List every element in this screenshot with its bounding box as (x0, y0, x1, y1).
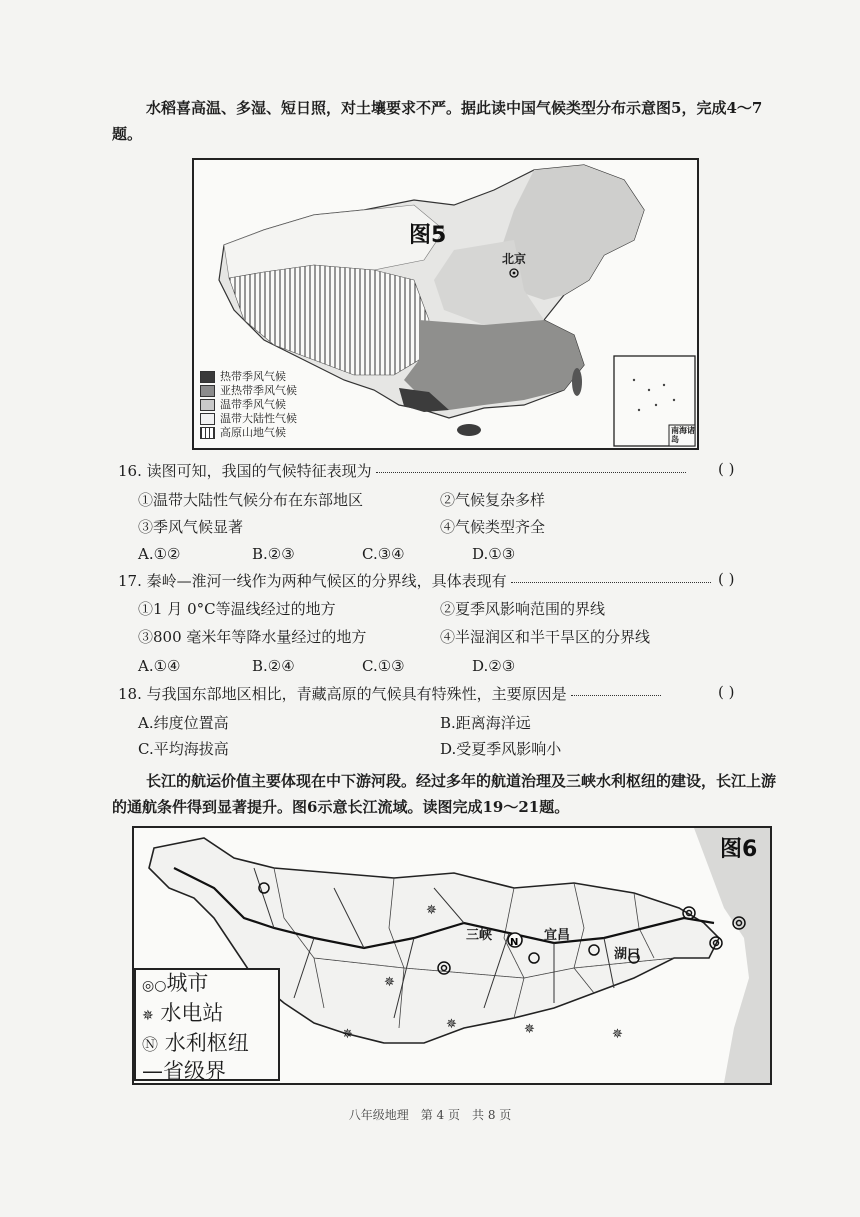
dotted-leader (376, 472, 686, 473)
question-16-option-1: ①温带大陆性气候分布在东部地区 (138, 491, 364, 509)
figure-6-title: 图6 (720, 837, 758, 862)
legend-item-hydropower (142, 1000, 278, 1030)
svg-text:✵: ✵ (384, 975, 395, 990)
legend-label: 热带季风气候 (220, 370, 286, 383)
question-17-answer-blank: ( ) (718, 570, 735, 588)
question-16-choice-a: A.①② (138, 545, 181, 563)
question-18-answer-blank: ( ) (718, 683, 735, 701)
question-18-choice-d: D.受夏季风影响小 (440, 740, 562, 758)
question-16-choice-c: C.③④ (362, 545, 405, 563)
intro-paragraph-1 (112, 95, 772, 147)
svg-text:✵: ✵ (524, 1022, 535, 1037)
dotted-leader (511, 582, 711, 583)
question-17-option-2: ②夏季风影响范围的界线 (440, 600, 606, 618)
question-17-stem (118, 570, 778, 592)
svg-text:N: N (510, 937, 519, 948)
hukou-label: 湖口 (614, 947, 641, 962)
figure-6-yangtze-basin-map (132, 826, 772, 1085)
legend-item-subtropical-monsoon (200, 384, 297, 398)
legend-item-tropical-monsoon (200, 370, 297, 384)
yichang-label: 宜昌 (544, 928, 571, 943)
legend-item-plateau-mountain (200, 426, 297, 440)
legend-label: 水电站 (160, 1001, 224, 1025)
south-sea-islands-label: 南海诸岛 (671, 426, 695, 444)
question-17-option-1: ①1 月 0°C等温线经过的地方 (138, 600, 336, 618)
sanxia-label: 三峡 (466, 928, 493, 943)
question-16-answer-blank: ( ) (718, 460, 735, 478)
question-18-choice-a: A.纬度位置高 (138, 714, 229, 732)
question-17-option-3: ③800 毫米年等降水量经过的地方 (138, 628, 367, 646)
figure-5-title: 图5 (409, 223, 447, 248)
question-18-text: 18. 与我国东部地区相比，青藏高原的气候具有特殊性，主要原因是 (118, 685, 567, 703)
legend-item-temperate-monsoon (200, 398, 297, 412)
legend-item-water-hub (142, 1030, 278, 1058)
svg-text:✵: ✵ (446, 1017, 457, 1032)
intro-paragraph-2 (112, 768, 777, 820)
swatch-icon (200, 427, 215, 439)
figure-6-legend (134, 968, 280, 1081)
svg-text:✵: ✵ (426, 903, 437, 918)
question-16-option-2: ②气候复杂多样 (440, 491, 546, 509)
legend-item-city (142, 970, 278, 1000)
question-17-choice-b: B.②④ (252, 657, 295, 675)
page-footer: 八年级地理 第 4 页 共 8 页 (348, 1108, 512, 1122)
swatch-icon (200, 385, 215, 397)
legend-label: 高原山地气候 (220, 426, 286, 439)
legend-label: 温带大陆性气候 (220, 412, 297, 425)
beijing-label: 北京 (502, 252, 527, 266)
question-17-text: 17. 秦岭—淮河一线作为两种气候区的分界线，具体表现有 (118, 572, 507, 590)
question-16-text: 16. 读图可知，我国的气候特征表现为 (118, 462, 372, 480)
question-17-option-4: ④半湿润区和半干旱区的分界线 (440, 628, 651, 646)
question-16-option-4: ④气候类型齐全 (440, 518, 546, 536)
legend-label: 亚热带季风气候 (220, 384, 297, 397)
question-18-choice-b: B.距离海洋远 (440, 714, 531, 732)
hydropower-icon: ✵ (142, 1008, 154, 1024)
legend-item-provincial-border (142, 1058, 278, 1085)
question-18-stem (118, 683, 778, 705)
legend-label: 水利枢纽 (164, 1031, 249, 1055)
question-16-stem (118, 460, 778, 482)
intro-text-2: 长江的航运价值主要体现在中下游河段。经过多年的航道治理及三峡水利枢纽的建设，长江上游的通航条件得到显著提升。图6示意长江流域。读图完成19～21题。 (112, 772, 777, 816)
question-16-choice-b: B.②③ (252, 545, 295, 563)
city-icon: ◎○ (142, 978, 167, 994)
legend-item-temperate-continental (200, 412, 297, 426)
legend-label: 温带季风气候 (220, 398, 286, 411)
intro-text-1: 水稻喜高温、多湿、短日照，对土壤要求不严。据此读中国气候类型分布示意图5，完成4～7题。 (112, 99, 763, 143)
figure-5-legend (200, 370, 297, 440)
swatch-icon (200, 413, 215, 425)
figure-5-climate-map (192, 158, 699, 450)
question-17-choice-d: D.②③ (472, 657, 516, 675)
svg-text:✵: ✵ (342, 1027, 353, 1042)
dotted-leader (571, 695, 661, 696)
legend-label: 城市 (166, 971, 209, 995)
question-17-choice-a: A.①④ (138, 657, 181, 675)
question-16-choice-d: D.①③ (472, 545, 516, 563)
question-18-choice-c: C.平均海拔高 (138, 740, 229, 758)
swatch-icon (200, 371, 215, 383)
water-hub-icon: Ⓝ (142, 1035, 159, 1054)
legend-label: 省级界 (163, 1059, 226, 1083)
border-line-icon: — (142, 1059, 163, 1083)
swatch-icon (200, 399, 215, 411)
question-16-option-3: ③季风气候显著 (138, 518, 244, 536)
svg-text:✵: ✵ (612, 1027, 623, 1042)
question-17-choice-c: C.①③ (362, 657, 405, 675)
